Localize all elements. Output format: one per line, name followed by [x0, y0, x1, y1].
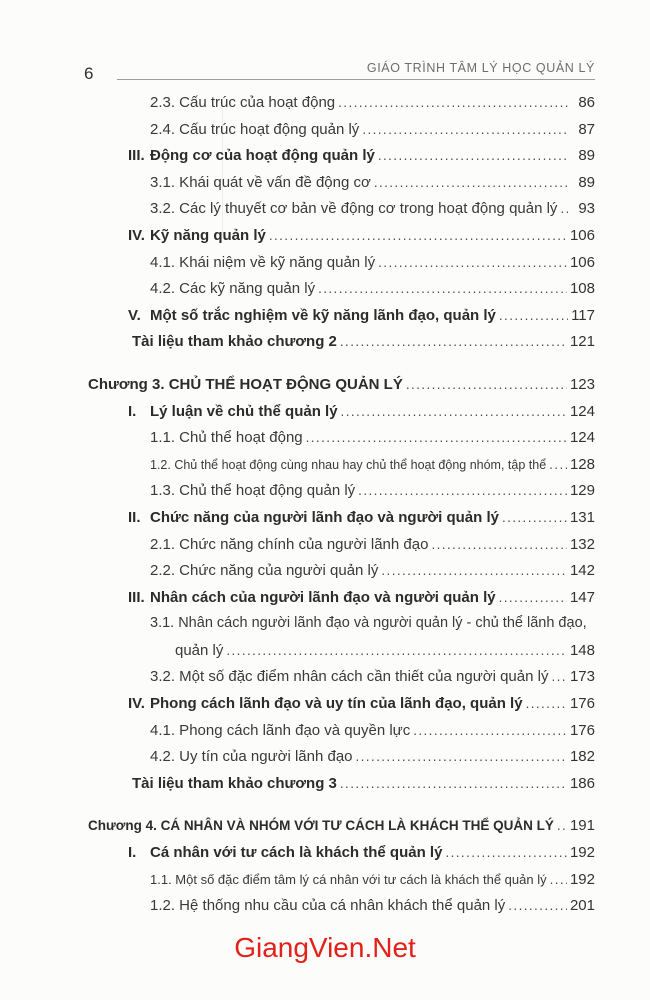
- toc-entry-page: 147: [569, 588, 595, 606]
- dot-leader: [508, 897, 567, 914]
- toc-entry-numeral: V.: [128, 306, 141, 324]
- toc-entry: [88, 200, 595, 227]
- dot-leader: [318, 280, 567, 297]
- toc-entry-label: Tài liệu tham khảo chương 2: [132, 333, 337, 351]
- toc-entry: [88, 871, 595, 898]
- toc-entry-label: 4.2. Uy tín của người lãnh đạo: [150, 748, 353, 766]
- toc-entry-page: 186: [569, 774, 595, 792]
- page-header: [0, 0, 650, 83]
- toc-entry-numeral: IV.: [128, 226, 145, 244]
- toc-entry-label: 1.1. Một số đặc điểm tâm lý cá nhân với tư cách là khách thể quản lý: [150, 871, 547, 887]
- toc-entry: [88, 817, 595, 844]
- dot-leader: [445, 844, 567, 861]
- dot-leader: [378, 254, 567, 271]
- toc-entry-page: 106: [569, 226, 595, 244]
- toc-entry-label: 2.1. Chức năng chính của người lãnh đạo: [150, 535, 429, 553]
- toc-entry-label: 1.2. Chủ thể hoạt động cùng nhau hay chủ thể hoạt động nhóm, tập thể: [150, 457, 547, 472]
- dot-leader: [549, 456, 567, 473]
- dot-leader: [499, 589, 567, 606]
- toc-entry-page: 93: [578, 200, 595, 218]
- toc-entry-label: Kỹ năng quản lý: [150, 226, 266, 244]
- dot-leader: [560, 200, 568, 217]
- dot-leader: [306, 429, 567, 446]
- toc-entry-page: 121: [569, 333, 595, 351]
- dot-leader: [341, 403, 567, 420]
- toc-entry-numeral: I.: [128, 402, 137, 420]
- toc-entry-label: Cá nhân với tư cách là khách thể quản lý: [150, 844, 443, 862]
- toc-entry-label: 3.2. Một số đặc điểm nhân cách cần thiết của người quản lý: [150, 668, 549, 686]
- dot-leader: [413, 722, 567, 739]
- running-header-title: GIÁO TRÌNH TÂM LÝ HỌC QUẢN LÝ: [366, 61, 595, 75]
- dot-leader: [374, 174, 568, 191]
- toc-entry-label: Chương 3. CHỦ THỂ HOẠT ĐỘNG QUẢN LÝ: [88, 375, 403, 393]
- toc-entry-label: Tài liệu tham khảo chương 3: [132, 774, 337, 792]
- dot-leader: [431, 536, 567, 553]
- toc-entry: [88, 589, 595, 616]
- toc-entry: [88, 722, 595, 749]
- toc-entry-label: Nhân cách của người lãnh đạo và người quản lý: [150, 588, 496, 606]
- dot-leader: [358, 482, 567, 499]
- toc-entry-label: 3.1. Khái quát về vấn đề động cơ: [150, 173, 371, 191]
- toc-entry: [88, 775, 595, 802]
- toc-entry: [88, 562, 595, 589]
- toc-entry-label: Chức năng của người lãnh đạo và người quản lý: [150, 508, 499, 526]
- toc-entry-label: 3.2. Các lý thuyết cơ bản về động cơ trong hoạt động quản lý: [150, 200, 558, 218]
- toc-entry-numeral: III.: [128, 147, 145, 165]
- dot-leader: [550, 871, 567, 888]
- toc-entry-page: 148: [569, 641, 595, 659]
- dot-leader: [226, 642, 567, 659]
- toc-list: [88, 94, 595, 924]
- toc-entry-page: 124: [569, 402, 595, 420]
- toc-entry-label: Lý luận về chủ thể quản lý: [150, 402, 338, 420]
- toc-entry-label: 4.1. Khái niệm về kỹ năng quản lý: [150, 253, 376, 271]
- toc-entry-label: 2.2. Chức năng của người quản lý: [150, 562, 379, 580]
- toc-entry: [88, 748, 595, 775]
- dot-leader: [499, 307, 568, 324]
- dot-leader: [502, 509, 567, 526]
- toc-entry: [88, 280, 595, 307]
- toc-entry-page: 117: [571, 306, 595, 324]
- toc-entry-page: 108: [569, 280, 595, 298]
- page-number: 6: [84, 64, 94, 83]
- toc-entry: [88, 307, 595, 334]
- toc-entry: [88, 147, 595, 174]
- toc-entry-page: 132: [569, 535, 595, 553]
- dot-leader: [526, 695, 567, 712]
- dot-leader: [269, 227, 567, 244]
- toc-entry-label: 4.2. Các kỹ năng quản lý: [150, 280, 316, 298]
- dot-leader: [406, 376, 567, 393]
- toc-entry: [88, 615, 595, 642]
- toc-entry-page: 173: [569, 668, 595, 686]
- toc-entry: [88, 668, 595, 695]
- dot-leader: [381, 562, 567, 579]
- toc-entry-page: 89: [578, 147, 595, 165]
- toc-entry: [88, 94, 595, 121]
- toc-entry-label: 1.3. Chủ thể hoạt động quản lý: [150, 482, 356, 500]
- header-rule: [117, 79, 595, 80]
- toc-entry: [88, 642, 595, 669]
- toc-entry-page: 182: [569, 748, 595, 766]
- toc-entry-page: 176: [569, 695, 595, 713]
- toc-entry: [88, 456, 595, 483]
- toc-entry-numeral: II.: [128, 508, 141, 526]
- dot-leader: [551, 668, 567, 685]
- toc-entry-label: 1.2. Hệ thống nhu cầu của cá nhân khách thể quản lý: [150, 897, 506, 915]
- toc-entry: [88, 536, 595, 563]
- dot-leader: [557, 817, 567, 834]
- dot-leader: [338, 94, 568, 111]
- running-header: [117, 61, 595, 80]
- toc-entry: [88, 174, 595, 201]
- dot-leader: [362, 121, 568, 138]
- toc-entry-page: 142: [569, 562, 595, 580]
- toc-entry-label: Chương 4. CÁ NHÂN VÀ NHÓM VỚI TƯ CÁCH LÀ KHÁCH THỂ QUẢN LÝ: [88, 818, 554, 834]
- toc-entry-page: 201: [569, 897, 595, 915]
- toc-entry-numeral: III.: [128, 588, 145, 606]
- toc-entry-page: 106: [569, 253, 595, 271]
- toc-entry: [88, 897, 595, 924]
- toc-entry-numeral: IV.: [128, 695, 145, 713]
- toc-entry: [88, 482, 595, 509]
- toc-entry: [88, 254, 595, 281]
- toc-entry: [88, 121, 595, 148]
- toc-entry-page: 124: [569, 429, 595, 447]
- toc-entry: [88, 844, 595, 871]
- toc-entry-page: 128: [569, 455, 595, 473]
- toc-entry-label: 3.1. Nhân cách người lãnh đạo và người quản lý - chủ thể lãnh đạo,: [150, 615, 587, 632]
- toc-entry-label: 2.3. Cấu trúc của hoạt động: [150, 94, 336, 111]
- toc-entry-page: 129: [569, 482, 595, 500]
- toc-entry-page: 89: [578, 173, 595, 191]
- toc-entry: [88, 333, 595, 360]
- toc-entry-page: 192: [569, 870, 595, 888]
- toc-entry-label: Phong cách lãnh đạo và uy tín của lãnh đạo, quản lý: [150, 695, 523, 713]
- toc-entry-page: 87: [578, 120, 595, 138]
- toc-entry-page: 123: [569, 375, 595, 393]
- toc-entry: [88, 403, 595, 430]
- watermark-text: GiangVien.Net: [234, 931, 416, 963]
- toc-entry-label: Động cơ của hoạt động quản lý: [150, 147, 375, 165]
- toc-entry-numeral: I.: [128, 844, 137, 862]
- dot-leader: [340, 333, 567, 350]
- toc-entry-page: 176: [569, 721, 595, 739]
- toc-entry: [88, 695, 595, 722]
- toc-entry: [88, 376, 595, 403]
- scan-artifact-line: [222, 108, 223, 236]
- toc-entry-page: 131: [569, 508, 595, 526]
- toc-entry: [88, 509, 595, 536]
- toc-entry-label: quản lý: [175, 641, 224, 659]
- toc-entry: [88, 227, 595, 254]
- toc-entry-page: 86: [578, 94, 595, 111]
- dot-leader: [340, 775, 567, 792]
- toc-entry-page: 191: [569, 817, 595, 835]
- toc-entry-page: 192: [569, 844, 595, 862]
- toc-entry: [88, 429, 595, 456]
- toc-entry-label: Một số trắc nghiệm về kỹ năng lãnh đạo, quản lý: [150, 306, 496, 324]
- toc-entry-label: 2.4. Cấu trúc hoạt động quản lý: [150, 120, 360, 138]
- toc-entry-label: 4.1. Phong cách lãnh đạo và quyền lực: [150, 721, 411, 739]
- dot-leader: [356, 748, 567, 765]
- toc-entry-label: 1.1. Chủ thể hoạt động: [150, 429, 303, 447]
- dot-leader: [378, 147, 568, 164]
